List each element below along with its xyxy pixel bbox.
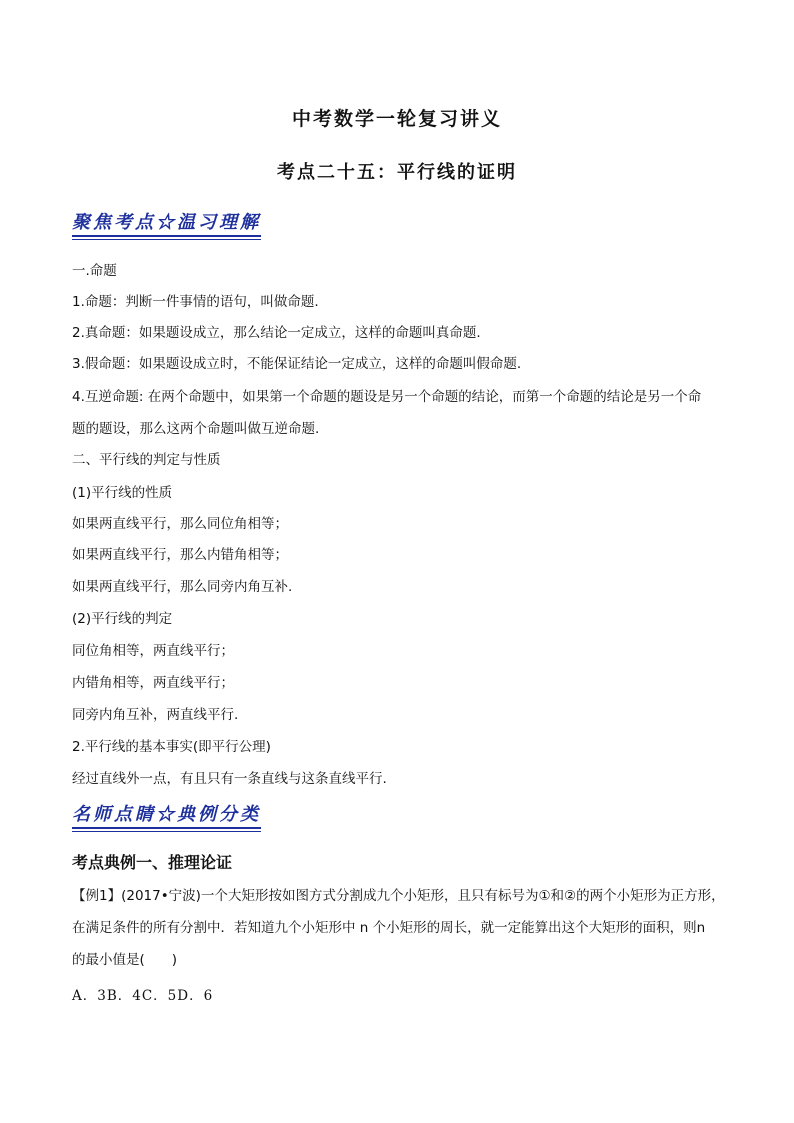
text-line: 3.假命题：如果题设成立时，不能保证结论一定成立，这样的命题叫假命题. [72,356,522,372]
text-line: 如果两直线平行，那么同旁内角互补. [72,579,293,595]
document-title: 中考数学一轮复习讲义 [291,108,502,130]
answer-options: A．3B．4C．5D．6 [72,988,214,1004]
text-line: 同旁内角互补，两直线平行. [72,707,239,723]
text-line: 二、平行线的判定与性质 [72,452,221,468]
text-line: 4.互逆命题: 在两个命题中，如果第一个命题的题设是另一个命题的结论，而第一个命题的结论是另一个命 [72,389,702,405]
text-line: 1.命题：判断一件事情的语句，叫做命题. [72,294,319,310]
section-heading-examples [72,804,261,829]
text-line: 如果两直线平行，那么内错角相等； [72,547,288,563]
text-line: 如果两直线平行，那么同位角相等； [72,516,288,532]
text-line: (2)平行线的判定 [72,611,173,627]
text-line: (1)平行线的性质 [72,485,173,501]
text-line: 经过直线外一点，有且只有一条直线与这条直线平行. [72,771,387,787]
heading-double-underline [72,239,261,240]
text-line: 同位角相等，两直线平行； [72,643,234,659]
document-subtitle: 考点二十五：平行线的证明 [277,162,517,183]
text-line: 2.真命题：如果题设成立，那么结论一定成立，这样的命题叫真命题. [72,325,481,341]
example-text-line: 【例1】(2017•宁波)一个大矩形按如图方式分割成九个小矩形，且只有标号为①和②的两个小矩形为正方形， [72,888,725,904]
section-heading-review-text: 聚焦考点☆温习理解 [72,212,261,233]
text-line: 一.命题 [72,263,117,279]
example-text-line: 的最小值是( ) [72,952,178,968]
section-heading-review [72,212,261,237]
section-heading-examples-text: 名师点睛☆典例分类 [72,804,261,825]
text-line: 内错角相等，两直线平行； [72,675,234,691]
example-text-line: 在满足条件的所有分割中．若知道九个小矩形中 n 个小矩形的周长，就一定能算出这个大矩形的面积，则n [72,920,706,936]
text-line: 2.平行线的基本事实(即平行公理) [72,739,271,755]
text-line: 题的题设，那么这两个命题叫做互逆命题. [72,421,320,437]
heading-double-underline [72,831,261,832]
example-category-heading: 考点典例一、推理论证 [72,853,233,872]
